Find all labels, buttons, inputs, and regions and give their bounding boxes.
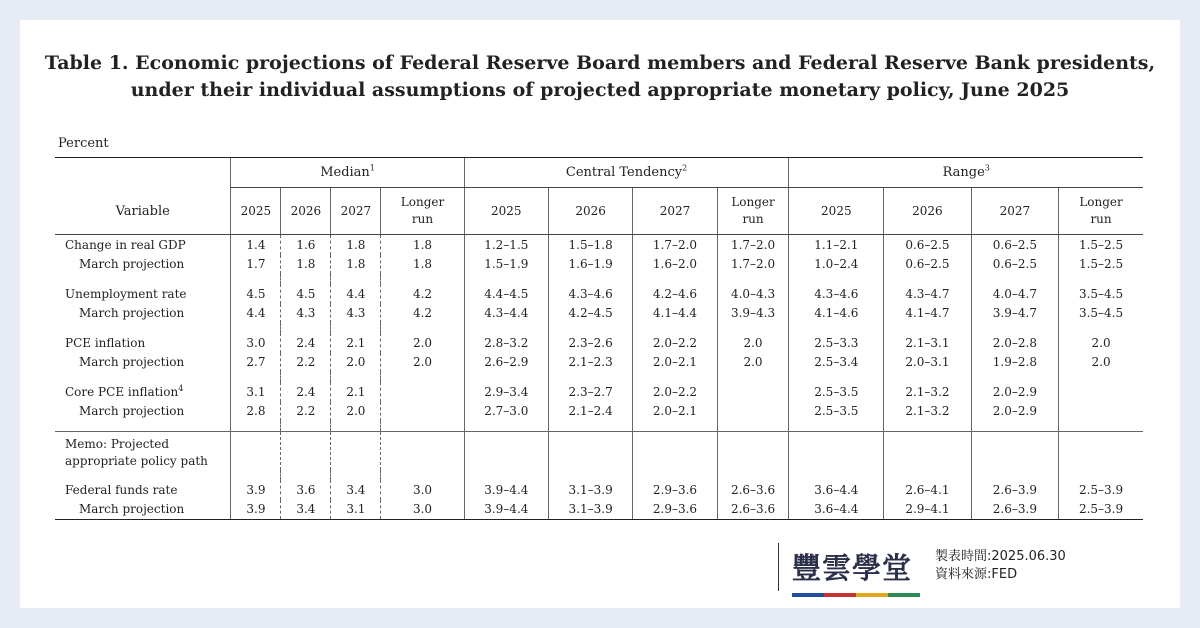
- table-cell: 2.0–2.9: [971, 382, 1058, 402]
- table-cell: 3.0: [381, 480, 464, 500]
- table-cell: 2.0: [381, 333, 464, 353]
- table-row: [55, 235, 1143, 255]
- table-cell: 1.6–2.0: [633, 255, 717, 275]
- row-label: Change in real GDP: [65, 237, 186, 252]
- table-cell: 1.7: [231, 255, 281, 275]
- table-cell: 3.9–4.7: [971, 304, 1058, 324]
- table-cell: 2.2: [281, 353, 331, 373]
- table-row: [55, 402, 1143, 422]
- table-cell: 3.1: [331, 500, 381, 520]
- row-label: March projection: [79, 306, 185, 321]
- table-cell: 2.1–3.2: [884, 382, 971, 402]
- table-cell: 2.0–2.2: [633, 382, 717, 402]
- memo-row: Memo: Projected appropriate policy path: [55, 432, 1143, 471]
- table-cell: 3.9–4.4: [464, 500, 548, 520]
- table-date: 製表時間:2025.06.30: [935, 549, 1066, 564]
- table-cell: 3.0: [381, 500, 464, 520]
- table-cell: 1.4: [231, 235, 281, 255]
- logo-color-bar: [792, 582, 920, 586]
- row-label: Core PCE inflation$^4$: [65, 383, 184, 399]
- table-cell: 2.0: [717, 333, 789, 353]
- table-cell: 2.6–3.6: [717, 480, 789, 500]
- table-cell: 2.4: [281, 382, 331, 402]
- table-cell: 2.0: [1059, 353, 1143, 373]
- table-cell: 2.0–3.1: [884, 353, 971, 373]
- projections-table: [55, 157, 1143, 520]
- report-card: [20, 20, 1180, 608]
- footer-divider: [778, 543, 779, 591]
- table-cell: [1059, 382, 1143, 402]
- range-header: Range$^3$: [789, 158, 1143, 188]
- table-cell: 3.0: [231, 333, 281, 353]
- table-cell: 4.1–4.7: [884, 304, 971, 324]
- table-row: [55, 333, 1143, 353]
- table-cell: 2.6–4.1: [884, 480, 971, 500]
- table-cell: 2.0–2.1: [633, 402, 717, 422]
- table-cell: 3.4: [281, 500, 331, 520]
- table-row: [55, 353, 1143, 373]
- table-cell: 3.5–4.5: [1059, 284, 1143, 304]
- table-cell: 2.5–3.5: [789, 402, 884, 422]
- table-cell: 2.0: [381, 353, 464, 373]
- table-cell: 2.8: [231, 402, 281, 422]
- table-cell: 1.8: [331, 255, 381, 275]
- table-cell: 1.5–2.5: [1059, 255, 1143, 275]
- table-cell: 4.3–4.4: [464, 304, 548, 324]
- table-cell: 1.8: [331, 235, 381, 255]
- table-title: Table 1. Economic projections of Federal Reserve Board members and Federal Reserve Bank presidents, under their individual assumptions of projected appropriate monetary policy, June 2025: [44, 52, 1156, 101]
- table-cell: 2.6–3.6: [717, 500, 789, 520]
- table-cell: 4.2: [381, 304, 464, 324]
- table-cell: 4.2: [381, 284, 464, 304]
- table-cell: 4.3: [331, 304, 381, 324]
- table-cell: 0.6–2.5: [971, 255, 1058, 275]
- table-cell: 3.9: [231, 500, 281, 520]
- table-cell: 2.3–2.6: [548, 333, 632, 353]
- table-cell: 4.0–4.7: [971, 284, 1058, 304]
- table-cell: 2.6–2.9: [464, 353, 548, 373]
- table-cell: 2.9–3.6: [633, 500, 717, 520]
- table-body: [55, 235, 1143, 520]
- variable-header: Variable: [55, 158, 231, 235]
- table-cell: 1.8: [381, 255, 464, 275]
- table-cell: 1.5–1.8: [548, 235, 632, 255]
- median-header: Median$^1$: [231, 158, 464, 188]
- table-cell: 1.7–2.0: [717, 235, 789, 255]
- table-cell: 2.8–3.2: [464, 333, 548, 353]
- table-cell: 2.9–3.6: [633, 480, 717, 500]
- table-cell: 3.1–3.9: [548, 500, 632, 520]
- table-cell: 0.6–2.5: [971, 235, 1058, 255]
- logo-bar-green: [888, 593, 920, 597]
- year-header-row: 2025 2026 2027 Longer run 2025 2026 2027 Longer run 2025 2026 2027 Longer run: [55, 188, 1143, 235]
- table-cell: 1.1–2.1: [789, 235, 884, 255]
- table-cell: 2.3–2.7: [548, 382, 632, 402]
- table-cell: 3.4: [331, 480, 381, 500]
- table-row: [55, 480, 1143, 500]
- table-cell: 4.4–4.5: [464, 284, 548, 304]
- table-cell: 4.3–4.6: [789, 284, 884, 304]
- table-cell: 3.9: [231, 480, 281, 500]
- data-source: 資料來源:FED: [935, 567, 1018, 582]
- table-cell: 4.5: [281, 284, 331, 304]
- table-cell: 3.9–4.3: [717, 304, 789, 324]
- table-cell: 1.7–2.0: [633, 235, 717, 255]
- table-cell: 4.2–4.6: [633, 284, 717, 304]
- table-cell: 2.0: [331, 353, 381, 373]
- table-cell: 2.4: [281, 333, 331, 353]
- table-cell: 2.1: [331, 333, 381, 353]
- table-cell: 4.0–4.3: [717, 284, 789, 304]
- table-cell: 2.9–3.4: [464, 382, 548, 402]
- table-cell: 2.1–3.2: [884, 402, 971, 422]
- table-cell: 4.5: [231, 284, 281, 304]
- table-cell: 1.0–2.4: [789, 255, 884, 275]
- table-row: [55, 500, 1143, 520]
- table-cell: 4.3–4.6: [548, 284, 632, 304]
- brand-logo: 豐雲學堂: [792, 551, 913, 585]
- table-cell: 2.6–3.9: [971, 500, 1058, 520]
- table-cell: [717, 382, 789, 402]
- table-cell: 2.0–2.8: [971, 333, 1058, 353]
- table-cell: 3.6–4.4: [789, 500, 884, 520]
- table-cell: 2.1–2.4: [548, 402, 632, 422]
- logo-bar-blue: [792, 593, 824, 597]
- table-cell: 1.6–1.9: [548, 255, 632, 275]
- table-cell: 2.1–3.1: [884, 333, 971, 353]
- table-cell: 2.1–2.3: [548, 353, 632, 373]
- table-cell: 2.6–3.9: [971, 480, 1058, 500]
- table-cell: 3.5–4.5: [1059, 304, 1143, 324]
- row-label: March projection: [55, 500, 231, 520]
- table-cell: 3.1: [231, 382, 281, 402]
- table-cell: 1.8: [381, 235, 464, 255]
- table-cell: 1.5–1.9: [464, 255, 548, 275]
- table-cell: 1.6: [281, 235, 331, 255]
- logo-bar-red: [824, 593, 856, 597]
- table-cell: 2.0: [331, 402, 381, 422]
- table-cell: 2.0–2.2: [633, 333, 717, 353]
- table-cell: 4.1–4.4: [633, 304, 717, 324]
- table-cell: 1.5–2.5: [1059, 235, 1143, 255]
- row-label: March projection: [79, 257, 185, 272]
- table-cell: 3.6: [281, 480, 331, 500]
- table-cell: 1.9–2.8: [971, 353, 1058, 373]
- table-cell: 4.4: [331, 284, 381, 304]
- table-cell: 3.6–4.4: [789, 480, 884, 500]
- table-cell: 2.1: [331, 382, 381, 402]
- table-cell: 2.5–3.9: [1059, 500, 1143, 520]
- table-cell: 4.2–4.5: [548, 304, 632, 324]
- table-cell: 2.0: [1059, 333, 1143, 353]
- table-cell: [1059, 402, 1143, 422]
- table-cell: 2.5–3.9: [1059, 480, 1143, 500]
- table-cell: [717, 402, 789, 422]
- table-cell: 3.1–3.9: [548, 480, 632, 500]
- table-cell: 2.0: [717, 353, 789, 373]
- table-cell: 1.8: [281, 255, 331, 275]
- central-tendency-header: Central Tendency$^2$: [464, 158, 789, 188]
- footer-meta: [935, 548, 1066, 584]
- table-cell: 2.0–2.1: [633, 353, 717, 373]
- table-cell: 3.9–4.4: [464, 480, 548, 500]
- row-label: March projection: [79, 404, 185, 419]
- table-cell: 1.2–1.5: [464, 235, 548, 255]
- table-cell: [381, 382, 464, 402]
- table-cell: 4.1–4.6: [789, 304, 884, 324]
- table-cell: 0.6–2.5: [884, 235, 971, 255]
- table-cell: 2.5–3.4: [789, 353, 884, 373]
- table-cell: [381, 402, 464, 422]
- table-cell: 4.4: [231, 304, 281, 324]
- logo-bar-yellow: [856, 593, 888, 597]
- table-cell: 1.7–2.0: [717, 255, 789, 275]
- table-cell: 4.3: [281, 304, 331, 324]
- row-label: PCE inflation: [65, 335, 146, 350]
- row-label: March projection: [79, 355, 185, 370]
- table-cell: 2.2: [281, 402, 331, 422]
- table-cell: 2.0–2.9: [971, 402, 1058, 422]
- table-cell: 4.3–4.7: [884, 284, 971, 304]
- table-cell: 2.7: [231, 353, 281, 373]
- table-cell: 2.5–3.3: [789, 333, 884, 353]
- unit-label: Percent: [58, 136, 109, 151]
- table-row: [55, 255, 1143, 275]
- table-cell: 2.7–3.0: [464, 402, 548, 422]
- table-row: [55, 284, 1143, 304]
- table-cell: 2.9–4.1: [884, 500, 971, 520]
- table-cell: 0.6–2.5: [884, 255, 971, 275]
- table-row: [55, 382, 1143, 402]
- table-row: [55, 304, 1143, 324]
- row-label: Unemployment rate: [65, 286, 187, 301]
- row-label: Federal funds rate: [65, 482, 178, 497]
- table-cell: 2.5–3.5: [789, 382, 884, 402]
